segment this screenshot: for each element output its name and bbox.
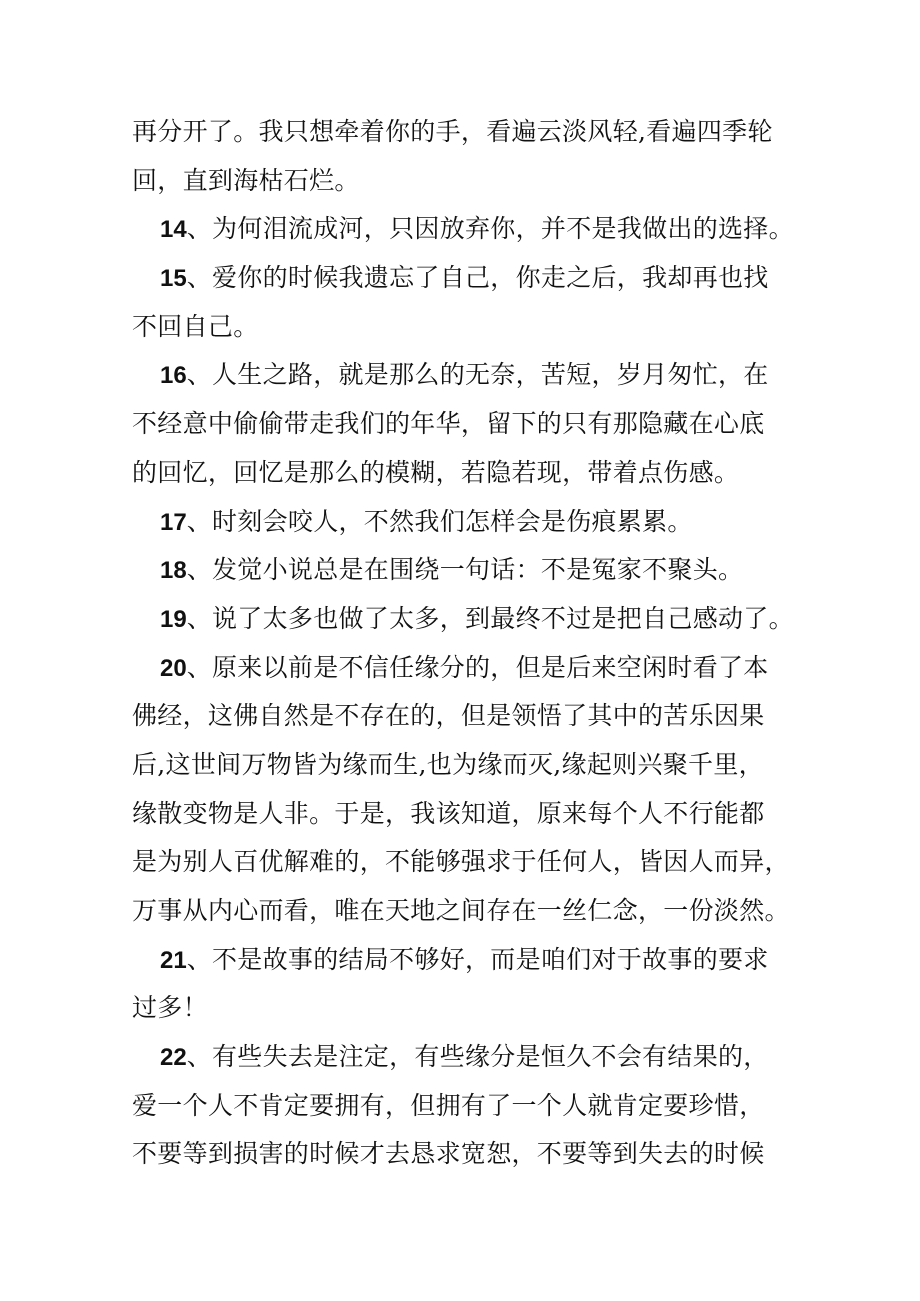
list-item-19 — [132, 595, 812, 644]
text-line: 再分开了。我只想牵着你的手，看遍云淡风轻,看遍四季轮 — [132, 117, 773, 146]
item-number: 16 — [160, 362, 187, 390]
text-line: 是为别人百优解难的，不能够强求于任何人，皆因人而异， — [132, 847, 790, 877]
item-number: 17 — [160, 508, 187, 536]
text-line: 回，直到海枯石烂。 — [132, 165, 360, 195]
text-line: 、发觉小说总是在围绕一句话：不是冤家不聚头。 — [186, 555, 744, 585]
list-item-21 — [132, 936, 812, 1033]
item-number: 20 — [160, 654, 187, 682]
text-line: 、原来以前是不信任缘分的，但是后来空闲时看了本 — [186, 652, 769, 682]
document-page — [132, 108, 812, 1179]
text-line: 不要等到损害的时候才去恳求宽恕，不要等到失去的时候 — [132, 1139, 765, 1169]
text-line: 、为何泪流成河，只因放弃你，并不是我做出的选择。 — [186, 214, 794, 244]
item-number: 19 — [160, 605, 187, 633]
text-line: 万事从内心而看，唯在天地之间存在一丝仁念，一份淡然。 — [132, 896, 790, 925]
item-number: 21 — [160, 946, 187, 974]
text-line: 、不是故事的结局不够好，而是咱们对于故事的要求 — [186, 944, 769, 974]
list-item-17 — [132, 498, 812, 547]
text-line: 佛经，这佛自然是不存在的，但是领悟了其中的苦乐因果 — [132, 701, 765, 731]
text-line: 、爱你的时候我遗忘了自己，你走之后，我却再也找 — [186, 263, 769, 293]
text-line: 的回忆，回忆是那么的模糊，若隐若现，带着点伤感。 — [132, 457, 740, 487]
text-line: 过多！ — [132, 993, 208, 1023]
text-line: 后,这世间万物皆为缘而生,也为缘而灭,缘起则兴聚千里， — [132, 749, 764, 779]
item-number: 22 — [160, 1044, 187, 1072]
text-line: 不回自己。 — [132, 311, 259, 341]
list-item-16 — [132, 351, 812, 497]
text-line: 、人生之路，就是那么的无奈，苦短，岁月匆忙，在 — [186, 360, 769, 390]
item-number: 14 — [160, 216, 187, 244]
text-line: 不经意中偷偷带走我们的年华，留下的只有那隐藏在心底 — [132, 409, 765, 439]
list-item-22 — [132, 1033, 812, 1179]
text-line: 、有些失去是注定，有些缘分是恒久不会有结果的， — [186, 1042, 769, 1072]
item-number: 15 — [160, 265, 187, 293]
text-line: 爱一个人不肯定要拥有，但拥有了一个人就肯定要珍惜， — [132, 1090, 765, 1120]
item-number: 18 — [160, 557, 187, 585]
list-item-20 — [132, 644, 812, 936]
list-item-18 — [132, 546, 812, 595]
list-item-15 — [132, 254, 812, 351]
text-line: 缘散变物是人非。于是，我该知道，原来每个人不行能都 — [132, 798, 765, 828]
text-line: 、说了太多也做了太多，到最终不过是把自己感动了。 — [186, 603, 794, 633]
list-item-14 — [132, 205, 812, 254]
text-line: 、时刻会咬人，不然我们怎样会是伤痕累累。 — [186, 506, 693, 536]
